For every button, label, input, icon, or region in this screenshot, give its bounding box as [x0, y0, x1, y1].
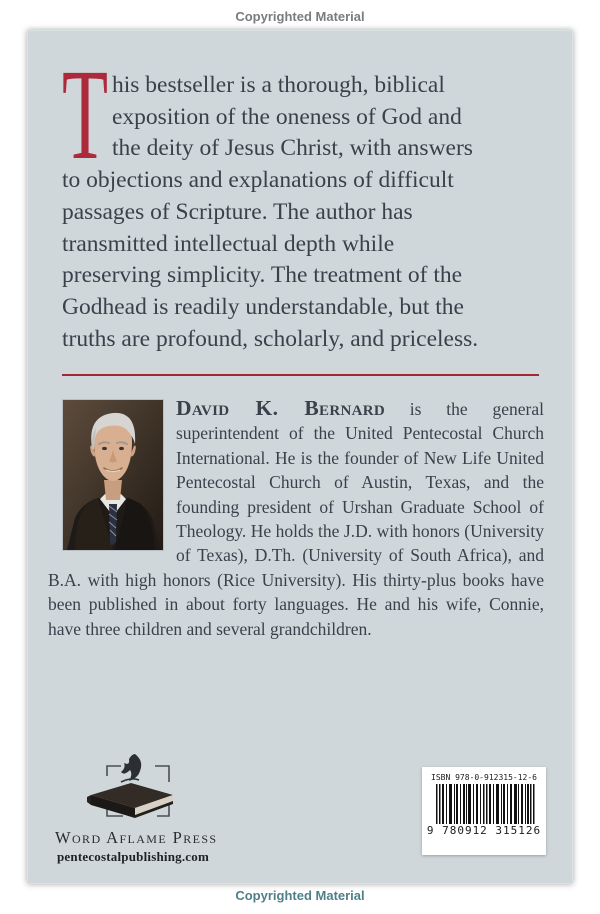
author-bio [48, 396, 544, 641]
ean-number [422, 824, 546, 837]
book-with-flame-icon [77, 752, 189, 826]
author-photo [62, 399, 164, 551]
publisher-name: Word Aflame Press [55, 828, 218, 847]
author-name: David K. Bernard [176, 396, 385, 420]
blurb-line: Godhead is readily understandable, but the [62, 293, 464, 320]
author-bio-text: is the general superintendent of the United Pentecostal Church International. He is the founder of New Life United Pentecostal Church of Austin, Texas, and the founding president of Urshan Graduate School of Theology. He holds the J.D. with honors (University of Texas), D.Th. (University of South Africa), and B.A. with high honors (Rice University). His thirty-plus books have been published in about forty languages. He and his wife, Connie, have three children and several grandchildren. [48, 399, 544, 639]
blurb-line: to objections and explanations of difficult [62, 167, 454, 194]
blurb-line: exposition of the oneness of God and [112, 103, 462, 130]
copyright-top-label: Copyrighted Material [235, 9, 365, 24]
blurb-drop-cap: T [62, 43, 109, 187]
review-blurb [62, 43, 546, 355]
blurb-line: truths are profound, scholarly, and priceless. [62, 325, 479, 352]
isbn-barcode [422, 767, 546, 855]
isbn-label: ISBN 978-0-912315-12-6 [431, 773, 537, 782]
ean-digits: 9 780912 315126 [426, 824, 542, 837]
publisher-website: pentecostalpublishing.com [57, 849, 209, 864]
blurb-line: transmitted intellectual depth while [62, 230, 395, 257]
blurb-line: passages of Scripture. The author has [62, 198, 413, 225]
publisher-logo [55, 752, 218, 865]
blurb-line: preserving simplicity. The treatment of the [62, 262, 463, 289]
red-divider [62, 374, 539, 376]
blurb-line: his bestseller is a thorough, biblical [112, 72, 445, 98]
copyright-bottom-label: Copyrighted Material [235, 888, 365, 903]
back-cover-panel [27, 30, 573, 884]
blurb-line: the deity of Jesus Christ, with answers [112, 135, 473, 162]
